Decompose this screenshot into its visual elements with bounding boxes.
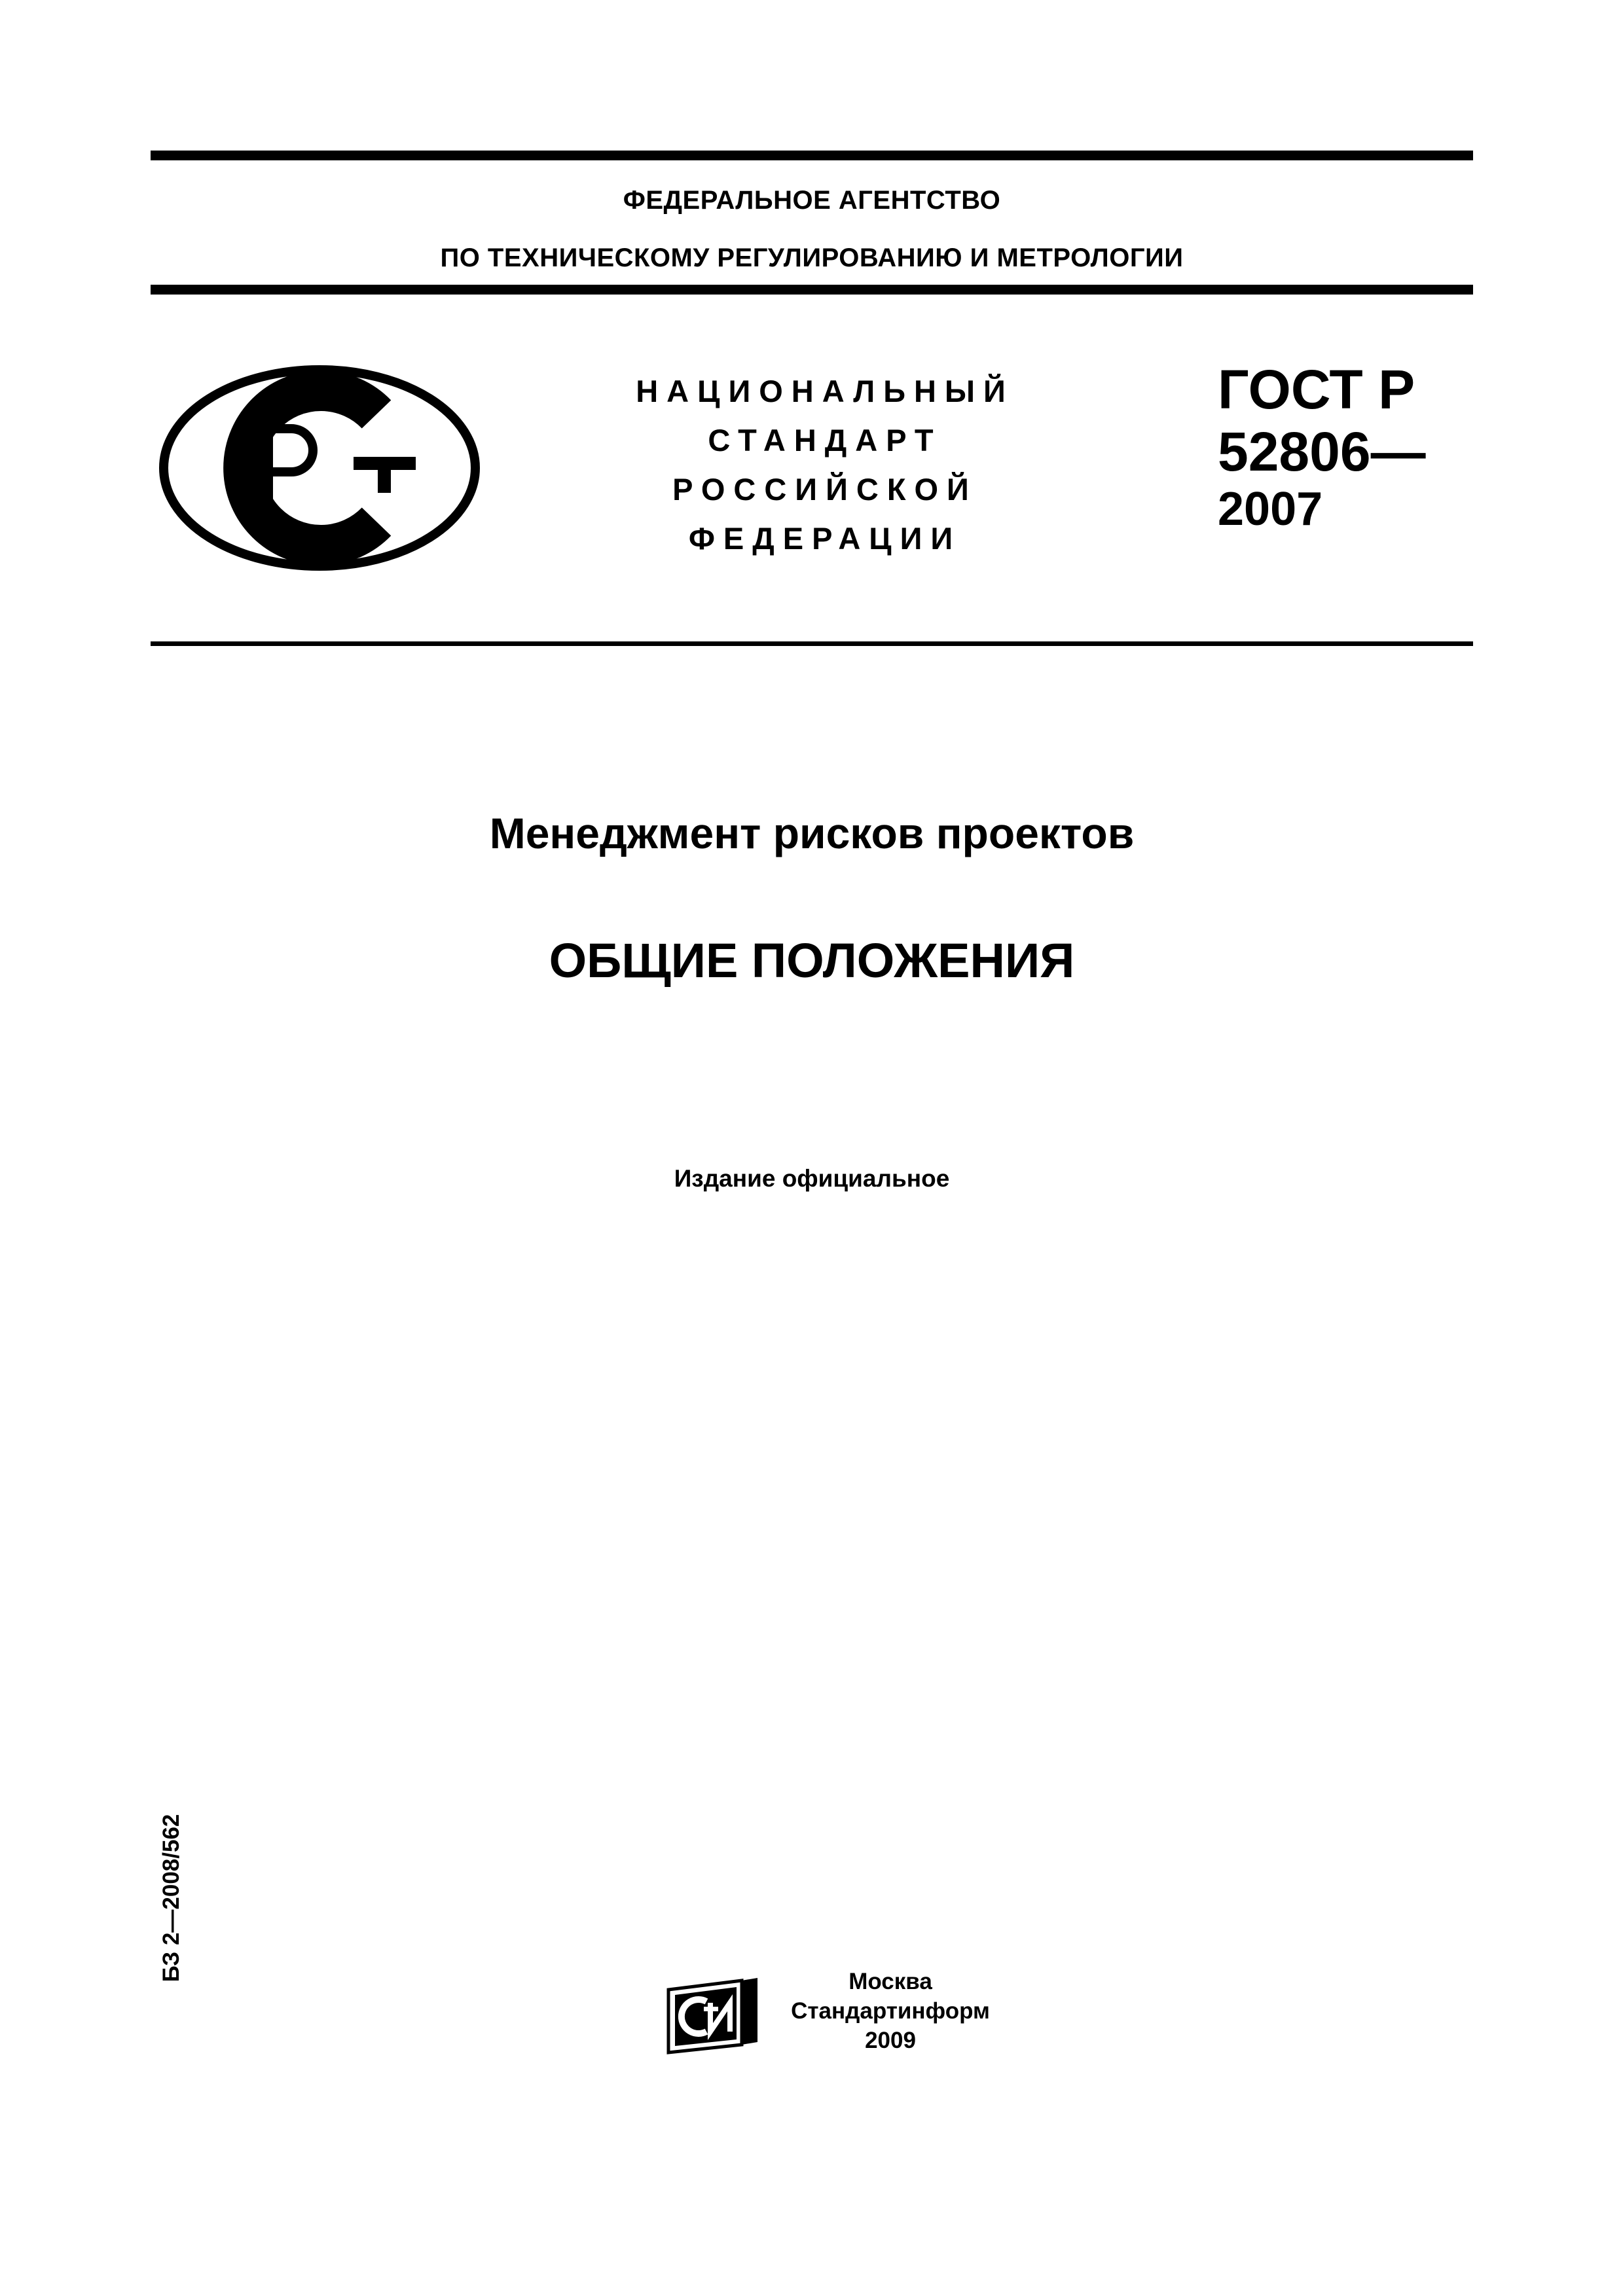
standard-year: 2007 [1218, 483, 1323, 535]
national-line-1: НАЦИОНАЛЬНЫЙ [636, 374, 1014, 408]
edition-label: Издание официальное [674, 1165, 950, 1192]
publisher-year: 2009 [865, 2028, 916, 2053]
agency-line-1: ФЕДЕРАЛЬНОЕ АГЕНТСТВО [623, 186, 1001, 215]
publisher-name: Стандартинформ [791, 1998, 990, 2024]
publisher-city: Москва [848, 1969, 932, 1994]
national-line-4: ФЕДЕРАЦИИ [688, 521, 962, 556]
publisher-block [779, 1967, 1002, 2055]
national-line-3: РОССИЙСКОЙ [672, 472, 977, 507]
rst-logo-icon [157, 363, 484, 573]
header-bottom-rule [151, 285, 1473, 295]
side-code: БЗ 2—2008/562 [158, 1814, 184, 1982]
standard-number: 52806— [1218, 421, 1426, 482]
document-subtitle: ОБЩИЕ ПОЛОЖЕНИЯ [549, 933, 1075, 988]
standard-designation [1218, 359, 1426, 535]
national-line-2: СТАНДАРТ [708, 423, 942, 457]
national-standard-label [576, 367, 1074, 563]
standartinform-logo-icon [665, 1977, 763, 2056]
designation-bottom-rule [151, 641, 1473, 646]
top-rule [151, 151, 1473, 160]
document-title: Менеджмент рисков проектов [489, 809, 1135, 857]
agency-header [151, 171, 1473, 287]
agency-line-2: ПО ТЕХНИЧЕСКОМУ РЕГУЛИРОВАНИЮ И МЕТРОЛОГИИ [440, 243, 1184, 272]
standard-code: ГОСТ Р [1218, 359, 1415, 420]
